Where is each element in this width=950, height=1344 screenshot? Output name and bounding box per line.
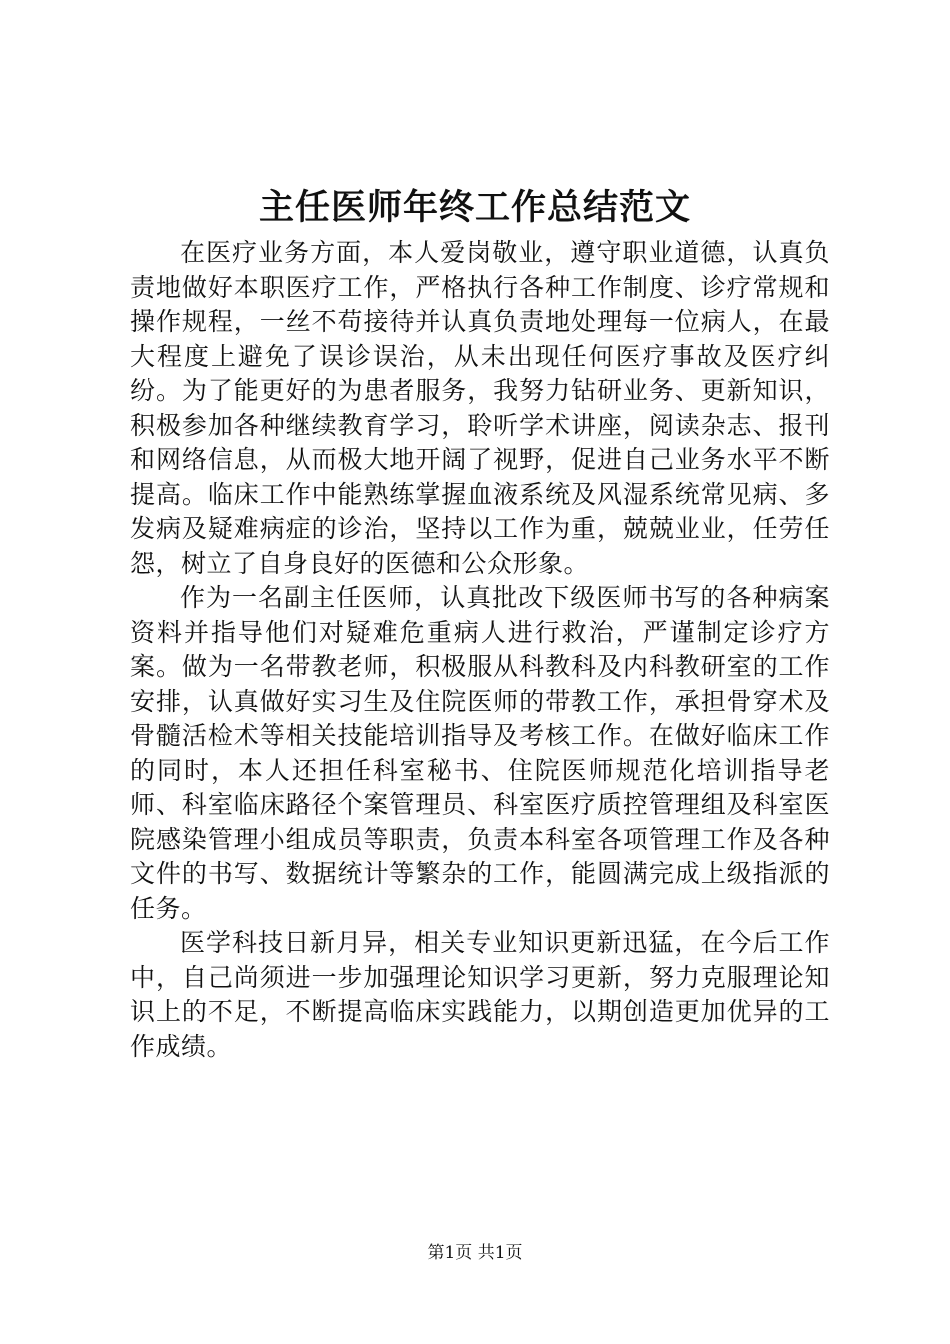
- document-body: [130, 236, 830, 1064]
- paragraph-medical-work: 在医疗业务方面，本人爱岗敬业，遵守职业道德，认真负责地做好本职医疗工作，严格执行各种工作制度、诊疗常规和操作规程，一丝不苟接待并认真负责地处理每一位病人，在最大程度上避免了误诊误治，从未出现任何医疗事故及医疗纠纷。为了能更好的为患者服务，我努力钻研业务、更新知识，积极参加各种继续教育学习，聆听学术讲座，阅读杂志、报刊和网络信息，从而极大地开阔了视野，促进自己业务水平不断提高。临床工作中能熟练掌握血液系统及风湿系统常见病、多发病及疑难病症的诊治，坚持以工作为重，兢兢业业，任劳任怨，树立了自身良好的医德和公众形象。: [130, 238, 830, 578]
- paragraph-future-plans: 医学科技日新月异，相关专业知识更新迅猛，在今后工作中，自己尚须进一步加强理论知识学习更新，努力克服理论知识上的不足，不断提高临床实践能力，以期创造更加优异的工作成绩。: [130, 928, 830, 1061]
- document-title: 主任医师年终工作总结范文: [258, 187, 691, 228]
- page-footer: 第1页 共1页: [427, 1243, 523, 1263]
- paragraph-teaching-management: 作为一名副主任医师，认真批改下级医师书写的各种病案资料并指导他们对疑难危重病人进行救治，严谨制定诊疗方案。做为一名带教老师，积极服从科教科及内科教研室的工作安排，认真做好实习生及住院医师的带教工作，承担骨穿术及骨髓活检术等相关技能培训指导及考核工作。在做好临床工作的同时，本人还担任科室秘书、住院医师规范化培训指导老师、科室临床路径个案管理员、科室医疗质控管理组及科室医院感染管理小组成员等职责，负责本科室各项管理工作及各种文件的书写、数据统计等繁杂的工作，能圆满完成上级指派的任务。: [130, 583, 830, 923]
